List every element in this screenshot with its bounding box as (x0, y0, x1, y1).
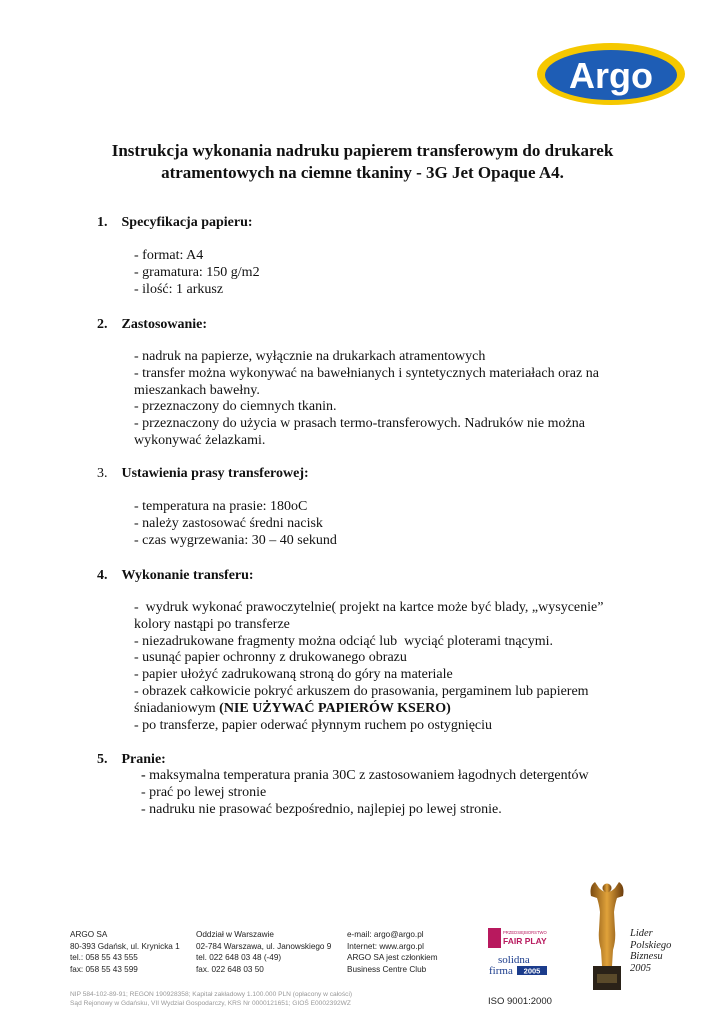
section-3-list (134, 499, 644, 549)
list-item: - papier ułożyć zadrukowaną stroną do góry na materiale (134, 667, 453, 683)
list-item (141, 768, 651, 785)
warning-text: (NIE UŻYWAĆ PAPIERÓW KSERO) (219, 700, 451, 716)
list-item: wykonywać żelazkami. (134, 432, 266, 448)
footer-line: tel. 022 648 03 48 (-49) (196, 953, 282, 963)
section-4-list (134, 600, 644, 734)
solidna-top: solidna (498, 954, 530, 966)
section-1-heading (97, 214, 253, 231)
footer-line: ARGO SA jest członkiem (347, 953, 438, 963)
lider-line: Biznesu (630, 951, 663, 962)
solidna-year: 2005 (523, 966, 541, 976)
list-item: - niezadrukowane fragmenty można odciąć lub wyciąć ploterami tnącymi. (134, 633, 554, 649)
list-item-text: śniadaniowym (134, 700, 220, 716)
list-item: mieszankach bawełny. (134, 382, 260, 398)
legal-line: NIP 584-102-89-91; REGON 190928358; Kapitał zakładowy 1.100.000 PLN (opłacony w całości) (70, 991, 353, 998)
lider-line: Lider (630, 928, 653, 939)
footer-line: Business Centre Club (347, 964, 427, 974)
footer-line: fax: 058 55 43 599 (70, 964, 138, 974)
footer-address-gdansk (70, 929, 180, 975)
section-title: Pranie: (121, 752, 166, 767)
legal-info (70, 991, 352, 1008)
list-item: - przeznaczony do użycia w prasach termo-transferowych. Nadruków nie można (134, 416, 585, 432)
list-item: - ilość: 1 arkusz (134, 281, 224, 297)
fair-play-badge (488, 928, 550, 948)
section-4-heading (97, 567, 254, 584)
section-number: 3. (97, 466, 108, 481)
list-item: - czas wygrzewania: 30 – 40 sekund (134, 532, 337, 548)
footer-contact (347, 929, 438, 975)
section-number: 5. (97, 752, 108, 767)
list-item: - transfer można wykonywać na bawełnianych i syntetycznych materiałach oraz na (134, 365, 599, 381)
footer-line: 02-784 Warszawa, ul. Janowskiego 9 (196, 941, 332, 951)
section-5-list (141, 768, 651, 818)
list-item: - wydruk wykonać prawoczytelnie( projekt na kartce może być blady, „wysycenie” (134, 600, 604, 615)
list-item: - przeznaczony do ciemnych tkanin. (134, 399, 337, 415)
list-item: - nadruk na papierze, wyłącznie na drukarkach atramentowych (134, 349, 486, 364)
footer-line: ARGO SA (70, 930, 108, 939)
document-title (60, 140, 665, 184)
list-item-text: maksymalna temperatura prania 30C z zastosowaniem łagodnych detergentów (145, 768, 589, 783)
list-item (134, 701, 644, 718)
list-item: kolory nastąpi po transferze (134, 616, 290, 632)
section-2-heading (97, 316, 207, 333)
footer-address-warsaw (196, 929, 331, 975)
title-line-1: Instrukcja wykonania nadruku papierem transferowym do drukarek (111, 141, 614, 160)
list-item: - temperatura na prasie: 180oC (134, 499, 308, 514)
list-item: - format: A4 (134, 248, 204, 263)
fairplay-top: PRZEDSIĘBIORSTWO (503, 930, 547, 935)
section-title: Zastosowanie: (121, 317, 208, 332)
section-title: Ustawienia prasy transferowej: (121, 466, 309, 481)
list-dash: - (141, 768, 146, 783)
solidna-firma-badge (488, 952, 550, 976)
lider-line: Polskiego (630, 939, 672, 951)
title-line-2: atramentowych na ciemne tkaniny - 3G Jet Opaque A4. (161, 163, 564, 182)
section-title: Wykonanie transferu: (121, 568, 254, 583)
iso-certificate: ISO 9001:2000 (488, 996, 552, 1007)
argo-logo (536, 42, 686, 106)
footer-line: 80-393 Gdańsk, ul. Krynicka 1 (70, 941, 180, 951)
lider-line: 2005 (630, 962, 651, 974)
section-2-list (134, 349, 644, 450)
section-number: 1. (97, 215, 108, 230)
section-number: 4. (97, 568, 108, 583)
section-3-heading (97, 465, 309, 482)
trophy-statue-icon (585, 878, 629, 992)
section-title: Specyfikacja papieru: (121, 215, 253, 230)
list-item: - należy zastosować średni nacisk (134, 515, 323, 531)
footer-website[interactable]: Internet: www.argo.pl (347, 941, 424, 951)
logo-text: Argo (569, 55, 653, 96)
list-item: - po transferze, papier oderwać płynnym ruchem po ostygnięciu (134, 717, 493, 733)
list-item: - gramatura: 150 g/m2 (134, 264, 260, 280)
footer-email[interactable]: e-mail: argo@argo.pl (347, 930, 424, 939)
list-item: - obrazek całkowicie pokryć arkuszem do prasowania, pergaminem lub papierem (134, 683, 589, 699)
footer-line: tel.: 058 55 43 555 (70, 953, 138, 963)
list-item: - nadruku nie prasować bezpośrednio, najlepiej po lewej stronie. (141, 801, 502, 817)
section-1-list (134, 248, 644, 298)
section-number: 2. (97, 317, 108, 332)
list-item: - usunąć papier ochronny z drukowanego obrazu (134, 650, 407, 666)
solidna-bottom: firma (489, 965, 513, 976)
section-5-heading (97, 751, 166, 768)
footer-line: Oddział w Warszawie (196, 930, 274, 939)
fairplay-main: FAIR PLAY (503, 936, 547, 946)
footer-line: fax. 022 648 03 50 (196, 964, 264, 974)
lider-award-text (630, 928, 671, 974)
list-item: - prać po lewej stronie (141, 784, 267, 800)
legal-line: Sąd Rejonowy w Gdańsku, VII Wydział Gospodarczy, KRS Nr 0000121651; GIOŚ E0002392WZ (70, 999, 351, 1007)
